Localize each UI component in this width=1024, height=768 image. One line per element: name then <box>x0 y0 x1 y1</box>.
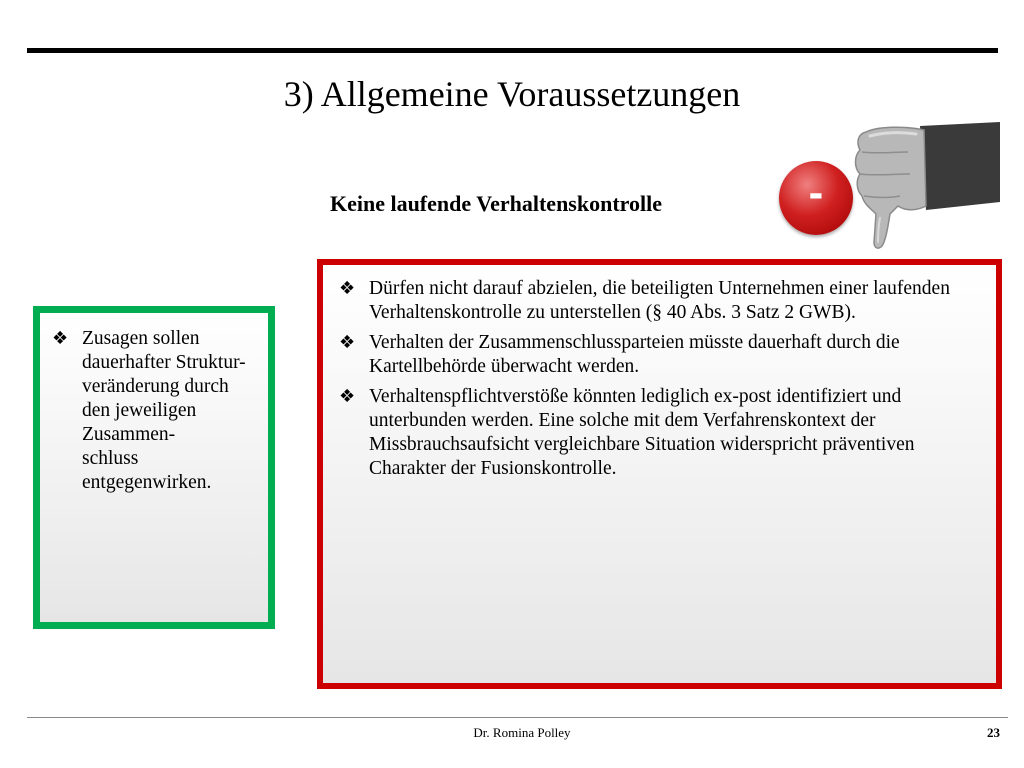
diamond-bullet-icon: ❖ <box>339 386 356 407</box>
right-detail-box <box>317 259 1002 689</box>
list-item <box>331 277 976 325</box>
list-item <box>331 385 976 481</box>
left-bullet-list <box>40 313 268 495</box>
bullet-text: Verhalten der Zusammenschlussparteien müsste dauerhaft durch die Kartellbehörde überwacht werden. <box>369 332 900 377</box>
page-number: 23 <box>987 725 1000 740</box>
fist-shape <box>856 127 927 248</box>
page-title: 3) Allgemeine Voraussetzungen <box>283 74 741 114</box>
minus-badge: - <box>779 161 853 235</box>
left-summary-box <box>33 306 275 629</box>
bullet-text: Dürfen nicht darauf abzielen, die beteiligten Unternehmen einer laufenden Verhaltenskontrolle zu unterstellen (§ 40 Abs. 3 Satz 2 GWB). <box>369 278 950 323</box>
right-bullet-list <box>323 265 996 481</box>
bullet-text: Verhaltenspflichtverstöße könnten lediglich ex-post identifiziert und unterbunden werden. Eine solche mit dem Verfahrenskontext der Missbrauchsaufsicht vergleichbare Situation widerspricht präventiven Charakter der Fusionskontrolle. <box>369 386 915 479</box>
diamond-bullet-icon: ❖ <box>52 328 69 349</box>
diamond-bullet-icon: ❖ <box>339 278 356 299</box>
sleeve-shape <box>920 122 1000 210</box>
list-item <box>331 331 976 379</box>
slide-subtitle: Keine laufende Verhaltenskontrolle <box>329 191 663 216</box>
thumbs-down-icon <box>848 118 1004 254</box>
diamond-bullet-icon: ❖ <box>339 332 356 353</box>
footer-author: Dr. Romina Polley <box>473 725 571 740</box>
footer-divider <box>27 717 1008 718</box>
list-item <box>44 327 258 495</box>
top-divider <box>27 48 998 53</box>
bullet-text: Zusagen sollen dauerhafter Struktur- veränderung durch den jeweiligen Zusammen- schluss entgegenwirken. <box>82 328 246 493</box>
